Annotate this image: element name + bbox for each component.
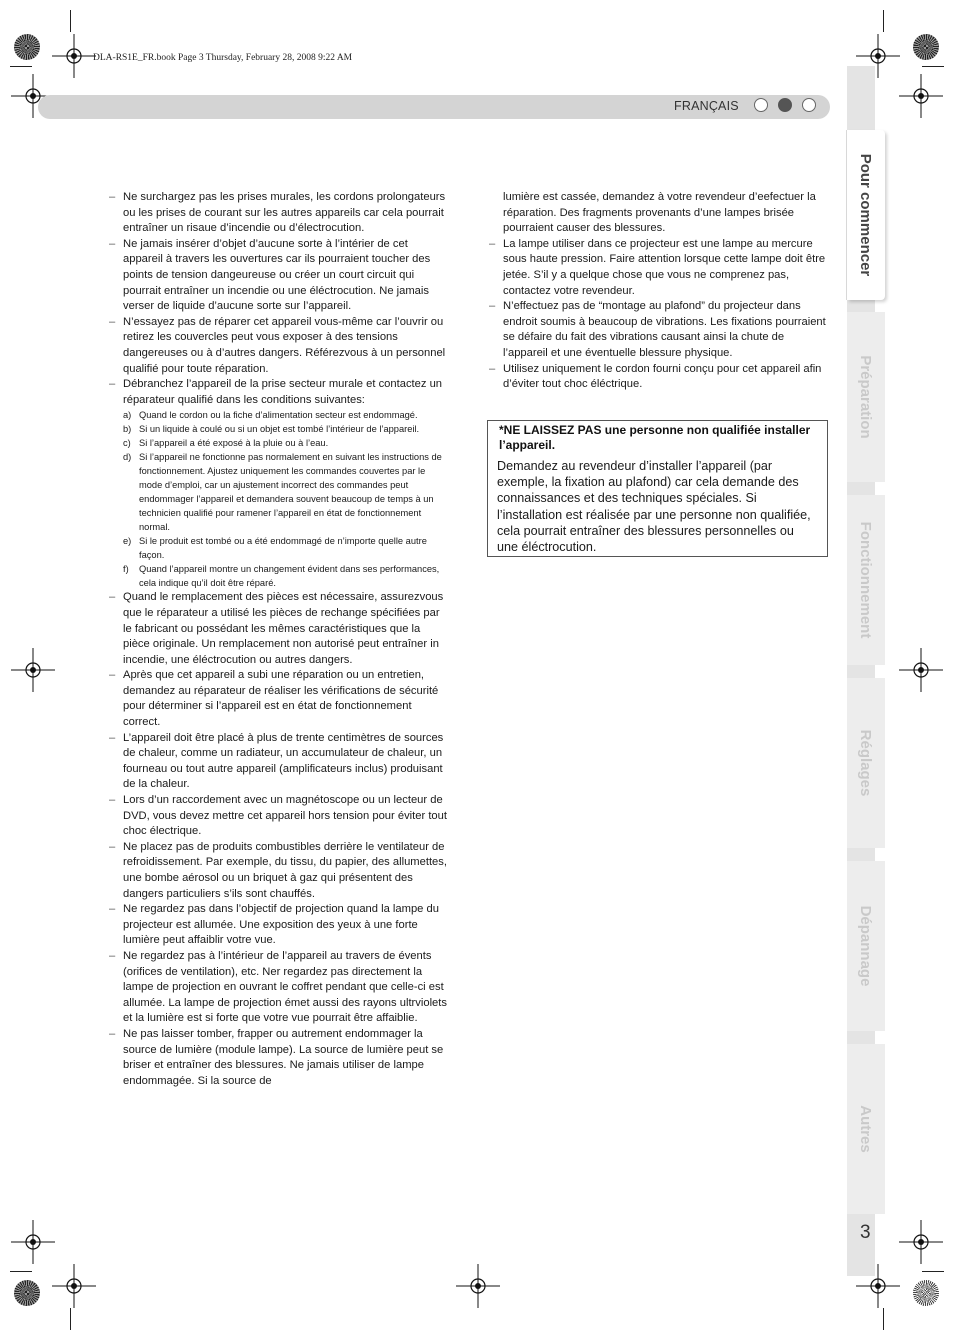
- crop-line: [70, 1308, 71, 1330]
- registration-mark-icon: [456, 1264, 500, 1308]
- list-item: – Ne jamais insérer d’objet d’aucune sorte à l’intérier de cet appareil à travers les ouvertures car ils pourraient toucher des points de tension dangeureuse ou créer un court circuit qui pourrait entraîner un incendie ou une éléctrocution. Ne jamais verser de liquide d’aucune sorte sur l’appareil.: [109, 237, 431, 313]
- list-item-continuation: lumière est cassée, demandez à votre revendeur d’eefectuer la réparation. Des fragments provenants d’une lampes brisée pourraient causer des blessures.: [503, 191, 816, 235]
- list-item: – Après que cet appareil a subi une réparation ou un entretien, demandez au réparateur de réaliser les vérifications de sécurité pour déterminer si l’appareil est en état de fonctionnement correct.: [109, 669, 439, 729]
- list-item: – Ne regardez pas à l’intérieur de l’appareil au travers de évents (orifices de ventilation), etc. Ner regardez pas directement la lampe de projection en ouvrant le coffret pendant que celle-ci est allumée. La lampe de projection émet aussi des rayons ultrviolets et la lumière est si forte que votre vue pourrait être affaiblie.: [109, 949, 447, 1025]
- tab-label: Autres: [857, 1105, 875, 1153]
- sub-list-item: c) Si l’appareil a été exposé à la pluie ou à l’eau.: [123, 438, 329, 449]
- color-bar-starburst-icon: [14, 34, 40, 60]
- warning-box: [487, 420, 828, 557]
- page-number: 3: [860, 1222, 871, 1243]
- crop-line: [10, 66, 32, 67]
- language-label: FRANÇAIS: [674, 99, 739, 113]
- list-item: – La lampe utiliser dans ce projecteur est une lampe au mercure sous haute pression. Faire attention lorsque cette lampe doit être jetée. S’il y a quelque chose que vous ne comprenez pas, contactez votre revendeur.: [489, 237, 826, 297]
- sub-list-item: b) Si un liquide à coulé ou si un objet est tombé l’intérieur de l’appareil.: [123, 424, 420, 435]
- tab-fonctionnement[interactable]: [847, 495, 885, 665]
- crop-line: [922, 66, 944, 67]
- warning-title: *NE LAISSEZ PAS une personne non qualifiée installer l’appareil.: [499, 423, 811, 452]
- list-item: – Ne placez pas de produits combustibles derrière le ventilateur de refroidissement. Par exemple, du tissu, du papier, des allumettes, une bombe aérosol ou un briquet à gaz qui présentent des dangers particuliers s’ils sont chauffés.: [109, 840, 447, 900]
- registration-mark-icon: [899, 648, 943, 692]
- language-indicator-dot-active: [778, 98, 792, 112]
- list-item: – Ne surchargez pas les prises murales, les cordons prolongateurs ou les prises de courant sur les autres appareils car cela pourrait entraîner un risaue d’incendie ou d’électrocution.: [109, 191, 446, 235]
- color-bar-starburst-icon: [913, 1280, 939, 1306]
- crop-line: [922, 1271, 944, 1272]
- tab-label: Fonctionnement: [857, 521, 875, 639]
- language-indicator-dot: [754, 98, 768, 112]
- sub-list-item: f) Quand l’appareil montre un changement évident dans ses performances, cela indique qu’il doit être réparé.: [123, 564, 440, 589]
- color-bar-starburst-icon: [913, 34, 939, 60]
- list-item: – Utilisez uniquement le cordon fourni conçu pour cet appareil afin d’éviter tout choc éléctrique.: [489, 362, 822, 391]
- registration-mark-icon: [52, 34, 96, 78]
- registration-mark-icon: [11, 1220, 55, 1264]
- crop-line: [883, 10, 884, 32]
- tab-label: Dépannage: [857, 905, 875, 987]
- tab-pour-commencer[interactable]: [847, 130, 885, 300]
- warning-body: Demandez au revendeur d’installer l’appareil (par exemple, la fixation au plafond) car cela demande des connaissances et des techniques spéciales. Si l’installation est réalisée par une personne non qualifiée, cela pourrait entraîner des blessures personnelles ou une éléctrocution.: [497, 459, 811, 555]
- registration-mark-icon: [899, 74, 943, 118]
- sub-list-item: e) Si le produit est tombé ou a été endommagé de n’importe quelle autre façon.: [123, 536, 427, 561]
- registration-mark-icon: [52, 1264, 96, 1308]
- tab-reglages[interactable]: [847, 678, 885, 848]
- sub-list-item: d) Si l’appareil ne fonctionne pas normalement en suivant les instructions de fonctionnement. Ajustez uniquement les commandes couvertes par le mode d’emploi, car un ajustement incorrect des commandes peut endommager l’appareil et demandera souvent beaucoup de temps à un technicien qualifié pour ramener l’appareil en état de fonctionnement normal.: [123, 452, 442, 533]
- sub-list-item: a) Quand le cordon ou la fiche d’alimentation secteur est endommagé.: [123, 410, 418, 421]
- print-info: DLA-RS1E_FR.book Page 3 Thursday, February 28, 2008 9:22 AM: [93, 53, 353, 63]
- crop-line: [70, 10, 71, 32]
- right-column: [487, 190, 827, 393]
- list-item: – L’appareil doit être placé à plus de trente centimètres de sources de chaleur, comme un radiateur, un accumulateur de chaleur, un fourneau ou tout autre appareil (amplificateurs inclus) produisant de la chaleur.: [109, 731, 444, 791]
- crop-line: [10, 1271, 32, 1272]
- list-item: – N’effectuez pas de “montage au plafond” du projecteur dans endroit soumis à beaucoup de vibrations. Les fixations pourraient se défaire du fait des vibrations causant ainsi la chute de l’appareil et une éventuelle blessure physique.: [489, 300, 826, 359]
- registration-mark-icon: [899, 1220, 943, 1264]
- crop-line: [883, 1308, 884, 1330]
- list-item: – N’essayez pas de réparer cet appareil vous-même car l’ouvrir ou retirez les couvercles peut vous exposer à des tensions dangereuses ou à d’autres dangers. Référezvous à un personnel qualifié pour toute réparation.: [109, 315, 446, 375]
- list-item: – Débranchez l’appareil de la prise secteur murale et contactez un réparateur qualifié dans les conditions suivantes:: [109, 378, 443, 406]
- tab-label: Réglages: [857, 729, 875, 797]
- registration-mark-icon: [11, 648, 55, 692]
- list-item: – Ne regardez pas dans l’objectif de projection quand la lampe du projecteur est allumée. Une exposition des yeux à une forte lumière peut affaiblir votre vue.: [109, 903, 439, 947]
- list-item: – Ne pas laisser tomber, frapper ou autrement endommager la source de lumière (module lampe). La source de lumière peut se briser et entraîner des blessures. Ne jamais utiliser de lampe endommagée. Si la source de: [109, 1027, 444, 1087]
- left-column: [107, 190, 449, 1089]
- tab-depannage[interactable]: [847, 861, 885, 1031]
- language-indicator-dot: [802, 98, 816, 112]
- color-bar-starburst-icon: [14, 1280, 40, 1306]
- tab-preparation[interactable]: [847, 312, 885, 482]
- tab-label: Pour commencer: [857, 153, 875, 277]
- tab-label: Préparation: [857, 355, 875, 439]
- tab-autres[interactable]: [847, 1044, 885, 1214]
- list-item: – Lors d’un raccordement avec un magnétoscope ou un lecteur de DVD, vous devez mettre cet appareil hors tension pour éviter tout choc électrique.: [109, 794, 447, 838]
- list-item: – Quand le remplacement des pièces est nécessaire, assurezvous que le réparateur a utilisé les pièces de rechange spécifiées par le fabricant ou possédant les mêmes caractéristiques que la pièce originale. Un remplacement non autorisé peut entraîner in incendie, une éléctrocution ou autres dangers.: [109, 591, 444, 666]
